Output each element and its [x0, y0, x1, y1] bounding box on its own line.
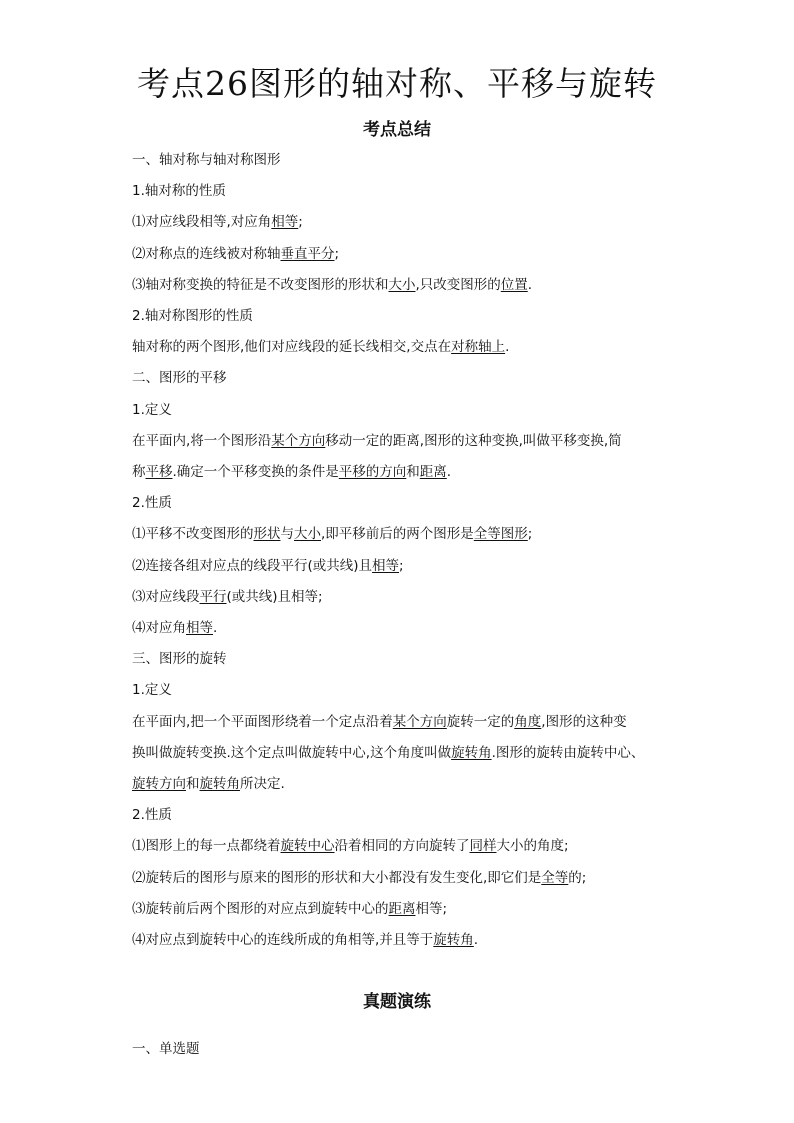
- text-segment: 1.定义: [132, 682, 172, 699]
- text-segment: 称: [132, 464, 146, 480]
- text-segment: ⑵旋转后的图形与原来的图形的形状和大小都没有发生变化,即它们是: [132, 869, 542, 886]
- text-segment: ⑶旋转前后两个图形的对应点到旋转中心的: [132, 900, 389, 917]
- text-segment: 换叫做旋转变换.这个定点叫做旋转中心,这个角度叫做: [132, 744, 452, 761]
- question-type-heading: 一、单选题: [132, 1041, 200, 1057]
- text-line: [132, 308, 672, 324]
- text-line: [132, 464, 672, 480]
- text-line: [132, 870, 672, 886]
- text-segment: ⑴图形上的每一点都绕着: [132, 838, 281, 855]
- text-segment: 所决定.: [240, 776, 285, 792]
- text-line: [132, 620, 672, 636]
- text-segment: 二、图形的平移: [132, 370, 227, 387]
- text-line: [132, 214, 672, 230]
- underlined-answer: 平行: [199, 588, 227, 605]
- text-segment: 与: [280, 526, 294, 543]
- text-segment: 2.轴对称图形的性质: [132, 308, 253, 324]
- underlined-answer: 旋转角: [451, 744, 492, 761]
- text-segment: 三、图形的旋转: [132, 651, 227, 668]
- text-line: [132, 589, 672, 605]
- text-segment: ⑶轴对称变换的特征是不改变图形的形状和: [132, 276, 389, 293]
- text-segment: 大小的角度;: [496, 838, 569, 855]
- text-segment: 轴对称的两个图形,他们对应线段的延长线相交,交点在: [132, 339, 452, 356]
- underlined-answer: 垂直平分: [280, 245, 335, 262]
- underlined-answer: 旋转方向: [132, 776, 186, 792]
- text-segment: 2.性质: [132, 807, 172, 824]
- underlined-answer: 位置: [500, 276, 528, 293]
- text-line: [132, 246, 672, 262]
- underlined-answer: 全等图形: [473, 526, 528, 543]
- text-segment: ,只改变图形的: [415, 276, 501, 293]
- text-segment: 在平面内,将一个图形沿: [132, 432, 272, 449]
- underlined-answer: 旋转角: [199, 776, 240, 792]
- underlined-answer: 全等: [541, 869, 569, 886]
- page-title: 考点26图形的轴对称、平移与旋转: [137, 64, 657, 103]
- text-segment: 移动一定的距离,图形的这种变换,叫做平移变换,简: [325, 432, 622, 449]
- section-heading-summary: 考点总结: [363, 120, 431, 140]
- text-line: [132, 277, 672, 293]
- text-segment: ;: [334, 245, 340, 262]
- text-segment: (或共线)且相等;: [226, 588, 323, 605]
- text-segment: .: [527, 276, 533, 293]
- underlined-answer: 相等: [186, 620, 213, 636]
- underlined-answer: 距离: [388, 900, 416, 917]
- text-line: [132, 651, 672, 667]
- underlined-answer: 相等: [271, 214, 299, 231]
- text-segment: 1.定义: [132, 401, 172, 418]
- text-segment: 的;: [568, 869, 587, 886]
- text-line: [132, 433, 672, 449]
- underlined-answer: 距离: [419, 464, 447, 480]
- text-line: [132, 901, 672, 917]
- text-line: [132, 682, 672, 698]
- text-segment: ,即平移前后的两个图形是: [321, 526, 474, 543]
- text-line: [132, 339, 672, 355]
- text-segment: .: [213, 620, 218, 636]
- underlined-answer: 对称轴上: [451, 339, 506, 356]
- text-line: [132, 526, 672, 542]
- text-segment: ;: [527, 526, 533, 543]
- text-segment: ,图形的这种变: [541, 713, 627, 730]
- text-segment: ⑷对应角: [132, 620, 186, 636]
- text-segment: ;: [399, 557, 404, 574]
- text-segment: 和: [186, 776, 200, 792]
- text-segment: ⑵对称点的连线被对称轴: [132, 245, 281, 262]
- text-segment: 在平面内,把一个平面图形绕着一个定点沿着: [132, 713, 393, 730]
- text-segment: .确定一个平移变换的条件是: [172, 464, 339, 480]
- text-segment: ;: [298, 214, 303, 231]
- text-segment: 旋转一定的: [446, 713, 515, 730]
- text-segment: .: [473, 932, 479, 948]
- underlined-answer: 平移的方向: [338, 464, 407, 480]
- underlined-answer: 同样: [469, 838, 497, 855]
- underlined-answer: 某个方向: [392, 713, 447, 730]
- text-line: [132, 807, 672, 823]
- text-line: [132, 495, 672, 511]
- text-segment: .: [446, 464, 452, 480]
- text-line: [132, 370, 672, 386]
- underlined-answer: 大小: [294, 526, 321, 543]
- text-segment: ⑴平移不改变图形的: [132, 526, 254, 543]
- text-segment: .图形的旋转由旋转中心、: [491, 744, 645, 761]
- text-segment: 一、轴对称与轴对称图形: [132, 152, 281, 168]
- text-line: [132, 745, 672, 761]
- underlined-answer: 旋转中心: [280, 838, 335, 855]
- text-line: [132, 402, 672, 418]
- text-segment: 沿着相同的方向旋转了: [334, 838, 470, 855]
- text-line: [132, 776, 672, 792]
- text-line: [132, 183, 672, 199]
- text-segment: ⑴对应线段相等,对应角: [132, 214, 272, 231]
- underlined-answer: 旋转角: [433, 932, 474, 948]
- text-segment: .: [505, 339, 510, 356]
- text-segment: ⑶对应线段: [132, 588, 200, 605]
- text-line: [132, 714, 672, 730]
- underlined-answer: 形状: [253, 526, 281, 543]
- section-heading-practice: 真题演练: [363, 992, 431, 1012]
- text-segment: 2.性质: [132, 495, 172, 512]
- text-segment: 1.轴对称的性质: [132, 183, 226, 200]
- text-line: [132, 838, 672, 854]
- text-line: [132, 152, 672, 168]
- underlined-answer: 平移: [145, 464, 173, 480]
- text-segment: ⑷对应点到旋转中心的连线所成的角相等,并且等于: [132, 932, 434, 948]
- text-line: [132, 932, 672, 948]
- underlined-answer: 角度: [514, 713, 542, 730]
- underlined-answer: 相等: [372, 557, 400, 574]
- text-line: [132, 558, 672, 574]
- text-segment: 相等;: [415, 900, 448, 917]
- underlined-answer: 某个方向: [271, 432, 326, 449]
- underlined-answer: 大小: [388, 276, 416, 293]
- text-segment: 和: [406, 464, 420, 480]
- text-segment: ⑵连接各组对应点的线段平行(或共线)且: [132, 557, 373, 574]
